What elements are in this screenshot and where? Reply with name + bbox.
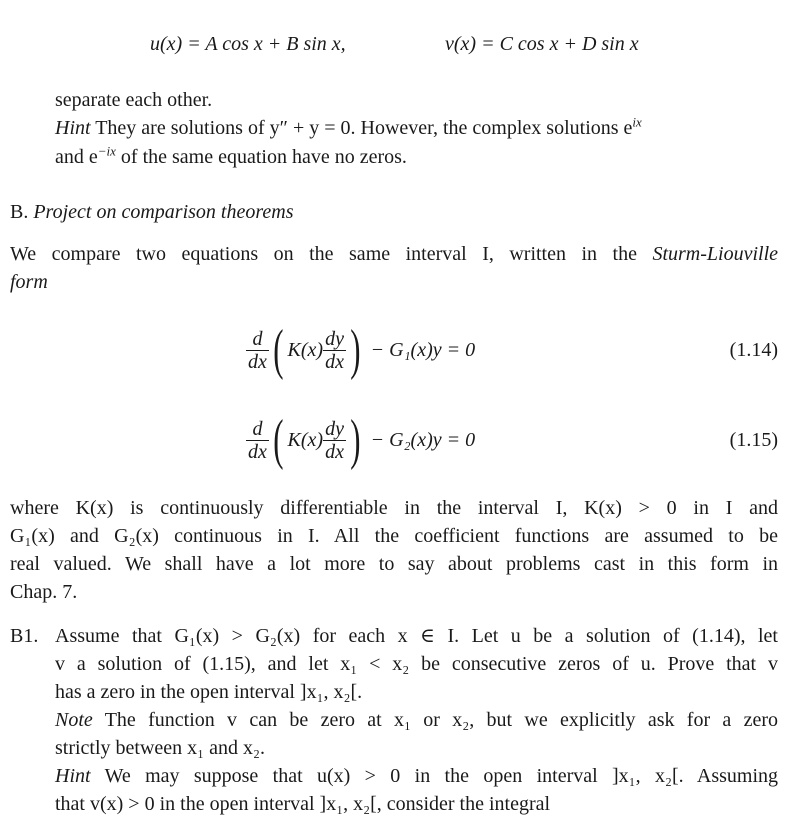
section-title: Project on comparison theorems: [33, 201, 294, 223]
intro-line-1: separate each other.: [55, 89, 213, 111]
section-label: B.: [10, 201, 29, 223]
para1-line-2: form: [10, 271, 48, 293]
top-equation-left: u(x) = A cos x + B sin x,: [150, 33, 346, 55]
note-label: Note: [55, 709, 93, 731]
b1-line-1: Assume that G₁(x) > G₂(x) for each x ∈ I. Let u be a solution of (1.14), let: [55, 625, 778, 647]
intro-hint-line: Hint They are solutions of y″ + y = 0. However, the complex solutions $e^{ix}$: [55, 114, 642, 139]
para2-line-2: G₁(x) and G₂(x) continuous in I. All the coefficient functions are assumed to be: [10, 525, 778, 547]
para2-line-1: where K(x) is continuously differentiable in the interval I, K(x) > 0 in I and: [10, 497, 778, 519]
para2-line-3: real valued. We shall have a lot more to say about problems cast in this form in: [10, 553, 778, 575]
b1-hint-label: Hint: [55, 765, 91, 787]
b1-label: B1.: [10, 625, 39, 647]
top-equation-right: v(x) = C cos x + D sin x: [445, 33, 639, 55]
equation-1-15: $\frac{d}{dx}$ ( K(x) $\frac{dy}{dx}$ ) − G₂(x)y = 0 (1.15): [0, 405, 800, 475]
para2-line-4: Chap. 7.: [10, 581, 78, 603]
b1-line-7: that v(x) > 0 in the open interval ]x₁, x₂[, consider the integral: [55, 793, 551, 815]
b1-line-5: strictly between x₁ and x₂.: [55, 737, 265, 759]
equation-1-14: $\frac{d}{dx}$ ( K(x) $\frac{dy}{dx}$ ) − G₁(x)y = 0 (1.14): [0, 315, 800, 385]
hint-label: Hint: [55, 117, 91, 139]
equation-number-1-15: (1.15): [729, 429, 778, 451]
b1-hint-line: Hint We may suppose that u(x) > 0 in the open interval ]x₁, x₂[. Assuming: [55, 765, 779, 787]
section-heading: [10, 198, 294, 226]
b1-line-2: v a solution of (1.15), and let x₁ < x₂ be consecutive zeros of u. Prove that v: [55, 653, 778, 675]
equation-number-1-14: (1.14): [729, 339, 778, 361]
b1-line-3: has a zero in the open interval ]x₁, x₂[.: [55, 681, 363, 703]
b1-note-line: Note The function v can be zero at x₁ or x₂, but we explicitly ask for a zero: [55, 709, 778, 731]
para1-line-1: We compare two equations on the same interval I, written in the Sturm-Liouville: [10, 243, 779, 265]
intro-line-3: and $e^{-ix}$ of the same equation have no zeros.: [55, 143, 407, 168]
